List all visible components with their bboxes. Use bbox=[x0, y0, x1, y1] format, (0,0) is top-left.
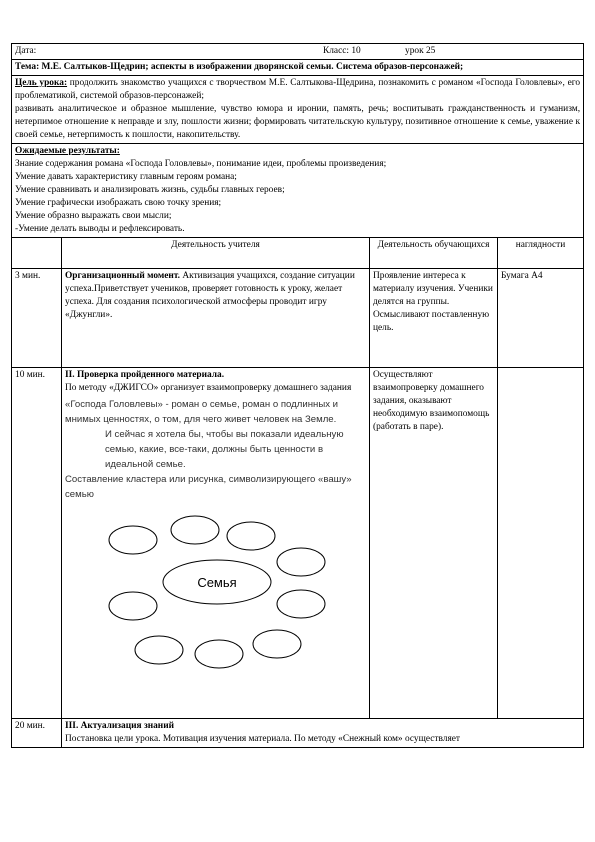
column-header-row bbox=[12, 238, 584, 269]
results-row bbox=[12, 144, 584, 238]
lesson-plan-table bbox=[11, 43, 584, 748]
header-row bbox=[12, 44, 584, 60]
stage-row-1 bbox=[12, 269, 584, 368]
col-students: Деятельность обучающихся bbox=[370, 238, 498, 269]
cluster-bubble bbox=[195, 640, 243, 668]
stage-heading: III. Актуализация знаний bbox=[65, 721, 175, 731]
result-item: Умение давать характеристику главным героям романа; bbox=[15, 172, 237, 182]
cluster-bubble bbox=[253, 630, 301, 658]
stage-task: Составление кластера или рисунка, символизирующего «вашу» семью bbox=[65, 474, 352, 500]
stage-text: Активизация учащихся, создание ситуации успеха.Приветствует учеников, проверяет готовность к уроку, желает успеха. Для создания психологической атмосферы проводит игру «Джунгли». bbox=[65, 271, 355, 320]
stage-time: 10 мин. bbox=[12, 368, 62, 719]
date-label: Дата: bbox=[15, 46, 37, 56]
result-item: -Умение делать выводы и рефлексировать. bbox=[15, 224, 185, 234]
result-item: Умение графически изображать свою точку зрения; bbox=[15, 198, 222, 208]
cluster-bubble bbox=[109, 526, 157, 554]
stage-time: 20 мин. bbox=[12, 719, 62, 748]
cluster-bubble bbox=[227, 522, 275, 550]
cluster-bubble bbox=[171, 516, 219, 544]
topic: Тема: М.Е. Салтыков-Щедрин; аспекты в изображении дворянской семьи. Система образов-персонажей; bbox=[12, 60, 584, 76]
stage-heading: II. Проверка пройденного материала. bbox=[65, 370, 225, 380]
col-teacher: Деятельность учителя bbox=[62, 238, 370, 269]
result-item: Знание содержания романа «Господа Головлевы», понимание идеи, проблемы произведения; bbox=[15, 159, 387, 169]
stage-students: Проявление интереса к материалу изучения. Ученики делятся на группы. Осмысливают поставленную цель. bbox=[370, 269, 498, 368]
cluster-bubble bbox=[109, 592, 157, 620]
col-visual: наглядности bbox=[498, 238, 584, 269]
stage-time: 3 мин. bbox=[12, 269, 62, 368]
result-item: Умение образно выражать свои мысли; bbox=[15, 211, 172, 221]
goal-text-1: продолжить знакомство учащихся с творчеством М.Е. Салтыкова-Щедрина, познакомить с романом «Господа Головлевы», его проблематикой, системой образов-персонажей; bbox=[15, 78, 581, 101]
goal-label: Цель урока: bbox=[15, 78, 68, 88]
stage-row-3 bbox=[12, 719, 584, 748]
results-label: Ожидаемые результаты: bbox=[15, 146, 120, 156]
result-item: Умение сравнивать и анализировать жизнь, судьбы главных героев; bbox=[15, 185, 285, 195]
stage-heading: Организационный момент. bbox=[65, 271, 181, 281]
cluster-center-label: Семья bbox=[197, 575, 237, 590]
cluster-bubble bbox=[277, 590, 325, 618]
stage-visual: Бумага А4 bbox=[498, 269, 584, 368]
lesson-plan bbox=[11, 43, 583, 748]
stage-wish: И сейчас я хотела бы, чтобы вы показали идеальную семью, какие, все-таки, должны быть ценности в идеальной семье. bbox=[105, 429, 344, 470]
stage-quote: «Господа Головлевы» - роман о семье, роман о подлинных и мнимых ценностях, о том, для чего живет человек на Земле. bbox=[65, 399, 339, 425]
topic-row bbox=[12, 60, 584, 76]
family-cluster-diagram bbox=[101, 510, 331, 680]
stage-row-2 bbox=[12, 368, 584, 719]
stage-text: Постановка цели урока. Мотивация изучения материала. По методу «Снежный ком» осуществляет bbox=[65, 734, 461, 744]
stage-students: Осуществляют взаимопроверку домашнего задания, оказывают необходимую взаимопомощь (работать в паре). bbox=[370, 368, 498, 719]
cluster-bubble bbox=[135, 636, 183, 664]
goal-text-2: развивать аналитическое и образное мышление, чувство юмора и иронии, память, речь; воспитывать гражданственность и гуманизм, нетерпимое отношение к неправде и злу, пошлости жизни; формировать читательскую культуру, позитивное отношение к семье, уважение к своей семье, нетерпимость к пошлости, накопительству. bbox=[15, 104, 581, 140]
stage-method: По методу «ДЖИГСО» организует взаимопроверку домашнего задания bbox=[65, 383, 352, 393]
cluster-bubble bbox=[277, 548, 325, 576]
lesson-label: урок 25 bbox=[405, 46, 436, 56]
class-label: Класс: 10 bbox=[323, 46, 361, 56]
goal-row bbox=[12, 76, 584, 144]
